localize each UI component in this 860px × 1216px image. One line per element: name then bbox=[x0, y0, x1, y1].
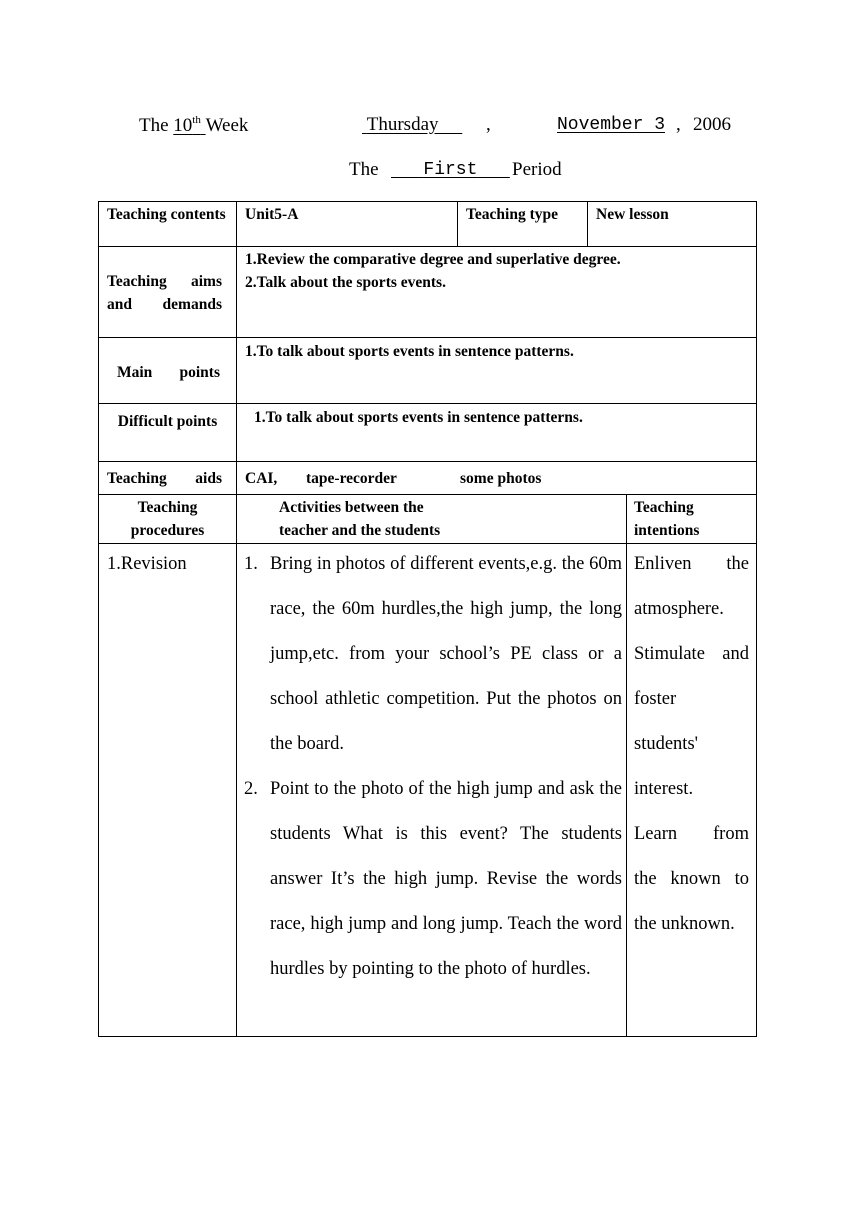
border-v bbox=[756, 201, 757, 1037]
comma-1: , bbox=[486, 114, 491, 135]
border-h bbox=[98, 1036, 757, 1037]
day-of-week: Thursday bbox=[366, 114, 439, 135]
procedures-label: Teaching procedures bbox=[130, 499, 205, 539]
aims-line-2: 2.Talk about the sports events. bbox=[245, 274, 446, 291]
intention-line: Learn from bbox=[634, 824, 749, 844]
border-v bbox=[587, 201, 588, 247]
main-points-value: 1.To talk about sports events in sentence patterns. bbox=[245, 343, 574, 360]
month-day: November 3 bbox=[557, 115, 666, 135]
teaching-contents-value: Unit5-A bbox=[245, 206, 299, 223]
intention-line: foster bbox=[634, 689, 677, 709]
aid-cai: CAI, bbox=[245, 470, 278, 487]
activity-text: Bring in photos of different events,e.g. the 60m race, the 60m hurdles,the high jump, the long jump,etc. from your school’s PE class or a school athletic competition. Put the photos on the board. bbox=[270, 554, 622, 754]
week-number: 10th bbox=[173, 114, 201, 136]
border-v bbox=[626, 494, 627, 1037]
border-h bbox=[98, 337, 757, 338]
activities-list bbox=[244, 542, 622, 992]
intention-line: atmosphere. bbox=[634, 599, 724, 619]
activity-number: 2. bbox=[244, 779, 258, 799]
period-the: The bbox=[349, 159, 379, 180]
border-v bbox=[236, 201, 237, 1037]
week-line bbox=[139, 114, 248, 137]
activities-label: Activities between the teacher and the students bbox=[279, 499, 441, 539]
step-name: 1.Revision bbox=[107, 554, 187, 574]
border-h bbox=[98, 201, 757, 202]
teaching-type-label: Teaching type bbox=[466, 206, 559, 223]
activity-text: Point to the photo of the high jump and ask the students What is this event? The students answer It’s the high jump. Revise the words race, high jump and long jump. Teach the word hurdles by pointing to the photo of hurdles. bbox=[270, 779, 622, 979]
border-h bbox=[98, 246, 757, 247]
year: 2006 bbox=[693, 114, 731, 135]
difficult-points-value: 1.To talk about sports events in sentence patterns. bbox=[254, 409, 583, 426]
teaching-contents-label: Teaching contents bbox=[107, 206, 226, 223]
aims-line-1: 1.Review the comparative degree and superlative degree. bbox=[245, 251, 621, 268]
comma-2: , bbox=[676, 114, 681, 135]
intention-line: the known to bbox=[634, 869, 749, 889]
main-points-label: Main points bbox=[117, 364, 220, 381]
activity-number: 1. bbox=[244, 554, 258, 574]
intention-line: students' bbox=[634, 734, 698, 754]
activity-item bbox=[244, 542, 622, 767]
border-h bbox=[98, 494, 757, 495]
week-the: The bbox=[139, 115, 169, 136]
week-label: Week bbox=[205, 115, 249, 136]
border-v bbox=[98, 201, 99, 1037]
border-v bbox=[457, 201, 458, 247]
intention-line: Stimulate and bbox=[634, 644, 749, 664]
teaching-aids-label: Teaching aids bbox=[107, 470, 222, 487]
intentions-text bbox=[634, 542, 749, 947]
aid-photos: some photos bbox=[460, 470, 542, 487]
period-value: First bbox=[423, 160, 478, 180]
aims-label: Teaching aims and demands bbox=[107, 273, 222, 313]
difficult-points-label: Difficult points bbox=[117, 413, 218, 430]
border-h bbox=[98, 403, 757, 404]
intention-line: Enliven the bbox=[634, 554, 749, 574]
aid-tape-recorder: tape-recorder bbox=[306, 470, 397, 487]
border-h bbox=[98, 461, 757, 462]
intentions-label: Teaching intentions bbox=[634, 499, 700, 539]
intention-line: interest. bbox=[634, 779, 694, 799]
period-label: Period bbox=[512, 159, 562, 180]
intention-line: the unknown. bbox=[634, 914, 735, 934]
teaching-type-value: New lesson bbox=[596, 206, 669, 223]
activity-item bbox=[244, 767, 622, 992]
